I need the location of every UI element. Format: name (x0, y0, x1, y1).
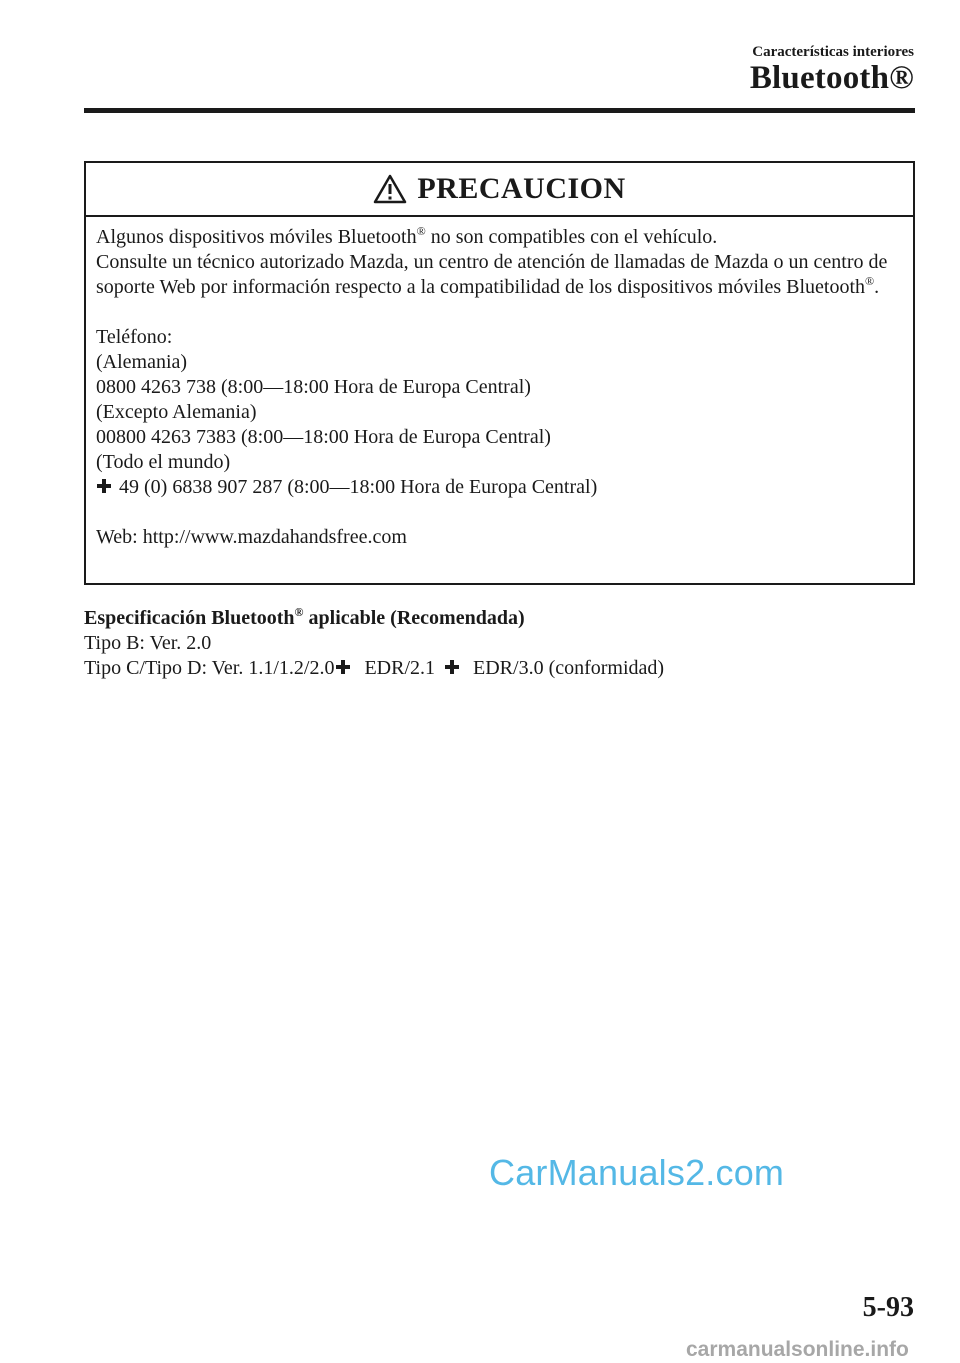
header-divider (84, 108, 915, 113)
note-text: Algunos dispositivos móviles Bluetooth (96, 226, 417, 248)
phone-label: Teléfono: (96, 326, 173, 348)
spec-text: Tipo C/Tipo D: Ver. 1.1/1.2/2.0 (84, 657, 335, 679)
germany-number: 0800 4263 738 (8:00—18:00 Hora de Europa Central) (96, 376, 531, 398)
caution-title: PRECAUCION (417, 172, 626, 205)
caution-header (86, 163, 913, 217)
spec-text: EDR/2.1 (364, 657, 436, 679)
worldwide-label: (Todo el mundo) (96, 451, 231, 473)
spec-type-b: Tipo B: Ver. 2.0 (84, 632, 212, 654)
registered-mark: ® (294, 605, 304, 619)
spec-text: EDR/3.0 (conformidad) (473, 657, 665, 679)
spec-heading-text: Especificación Bluetooth (84, 607, 295, 629)
note-text: no son compatibles con el vehículo. (425, 226, 718, 248)
warning-triangle-icon (373, 174, 407, 204)
watermark-logo: CarManuals2.com (489, 1152, 785, 1193)
web-link: Web: http://www.mazdahandsfree.com (96, 526, 407, 548)
worldwide-number: 49 (0) 6838 907 287 (8:00—18:00 Hora de Europa Central) (119, 476, 598, 498)
caution-box (84, 161, 915, 585)
plus-icon (336, 660, 350, 674)
spec-type-cd (84, 656, 664, 681)
except-germany-number: 00800 4263 7383 (8:00—18:00 Hora de Europa Central) (96, 426, 551, 448)
note-text: . (874, 276, 880, 298)
spec-heading-text: aplicable (Recomendada) (303, 607, 525, 629)
compatibility-note (96, 225, 903, 300)
registered-mark: ® (865, 274, 875, 288)
spec-heading (84, 606, 664, 631)
bluetooth-spec (84, 606, 664, 681)
note-text: Consulte un técnico autorizado Mazda, un centro de atención de llamadas de Mazda o un centro de soporte Web por información respecto a la compatibilidad de los dispositivos móviles Bluetooth (96, 251, 888, 298)
watermark-footer: carmanualsonline.info (686, 1338, 909, 1361)
worldwide-number-row (96, 475, 903, 500)
page-number: 5-93 (862, 1292, 914, 1323)
caution-body (86, 217, 913, 550)
page-title: Bluetooth® (749, 60, 914, 96)
germany-label: (Alemania) (96, 351, 188, 373)
plus-icon (97, 479, 111, 493)
section-title: Características interiores (752, 44, 914, 60)
registered-mark: ® (416, 224, 426, 238)
except-germany-label: (Excepto Alemania) (96, 401, 257, 423)
plus-icon (445, 660, 459, 674)
